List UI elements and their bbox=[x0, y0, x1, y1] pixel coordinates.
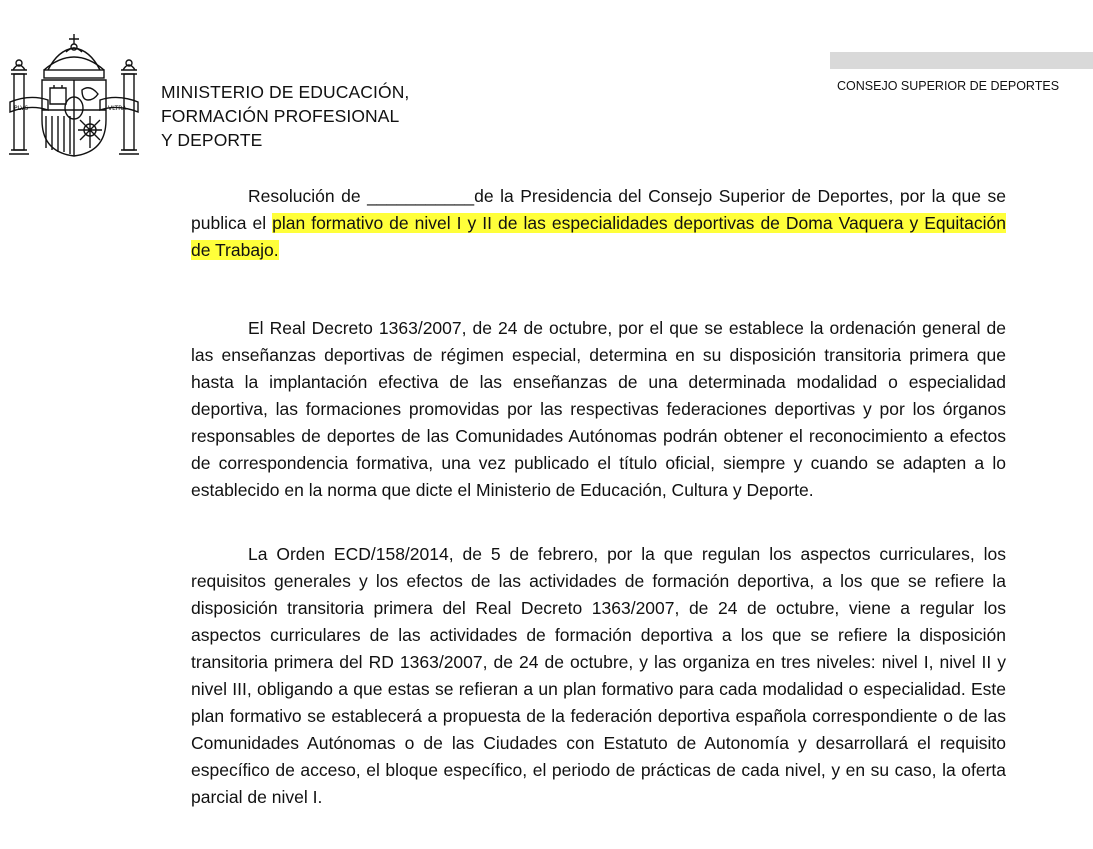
ministry-name bbox=[161, 80, 409, 152]
paragraph-1 bbox=[191, 315, 1006, 504]
council-name: CONSEJO SUPERIOR DE DEPORTES bbox=[837, 79, 1060, 93]
resolution-title bbox=[191, 183, 1006, 264]
highlighted-text: plan formativo de nivel I y II de las especialidades deportivas de Doma Vaquera y Equitación de Trabajo. bbox=[191, 213, 1006, 260]
header-grey-bar bbox=[830, 52, 1093, 69]
paragraph-text: La Orden ECD/158/2014, de 5 de febrero, por la que regulan los aspectos curriculares, los requisitos generales y los efectos de las actividades de formación deportiva, a los que se refiere la disposición transitoria primera del Real Decreto 1363/2007, de 24 de octubre, viene a regular los aspectos curriculares de las actividades de formación deportiva a los que se refiere la disposición transitoria primera del RD 1363/2007, de 24 de octubre, y las organiza en tres niveles: nivel I, nivel II y nivel III, obligando a que estas se refieran a un plan formativo para cada modalidad o especialidad. Este plan formativo se establecerá a propuesta de la federación deportiva española correspondiente o de las Comunidades Autónomas o de las Ciudades con Estatuto de Autonomía y desarrollará el requisito específico de acceso, el bloque específico, el periodo de prácticas de cada nivel, y en su caso, la oferta parcial de nivel I. bbox=[191, 544, 1006, 807]
ministry-line: FORMACIÓN PROFESIONAL bbox=[161, 106, 400, 126]
svg-text:VLTRA: VLTRA bbox=[108, 105, 127, 112]
paragraph-text: El Real Decreto 1363/2007, de 24 de octubre, por el que se establece la ordenación general de las enseñanzas deportivas de régimen especial, determina en su disposición transitoria primera que hasta la implantación efectiva de las enseñanzas de una determinada modalidad o especialidad deportiva, las formaciones promovidas por las respectivas federaciones deportivas y por los órganos responsables de deportes de las Comunidades Autónomas podrán obtener el reconocimiento a efectos de correspondencia formativa, una vez publicado el título oficial, siempre y cuando se adapten a lo establecido en la norma que dicte el Ministerio de Educación, Cultura y Deporte. bbox=[191, 318, 1006, 500]
ministry-line: Y DEPORTE bbox=[161, 130, 263, 150]
paragraph-2 bbox=[191, 541, 1006, 811]
svg-text:PLVS: PLVS bbox=[14, 105, 29, 112]
ministry-line: MINISTERIO DE EDUCACIÓN, bbox=[161, 82, 410, 102]
title-text: Resolución de ___________de la Presidencia del Consejo Superior de Deportes, por la que se publica el bbox=[191, 186, 1006, 233]
spanish-coat-of-arms-icon bbox=[8, 30, 140, 160]
